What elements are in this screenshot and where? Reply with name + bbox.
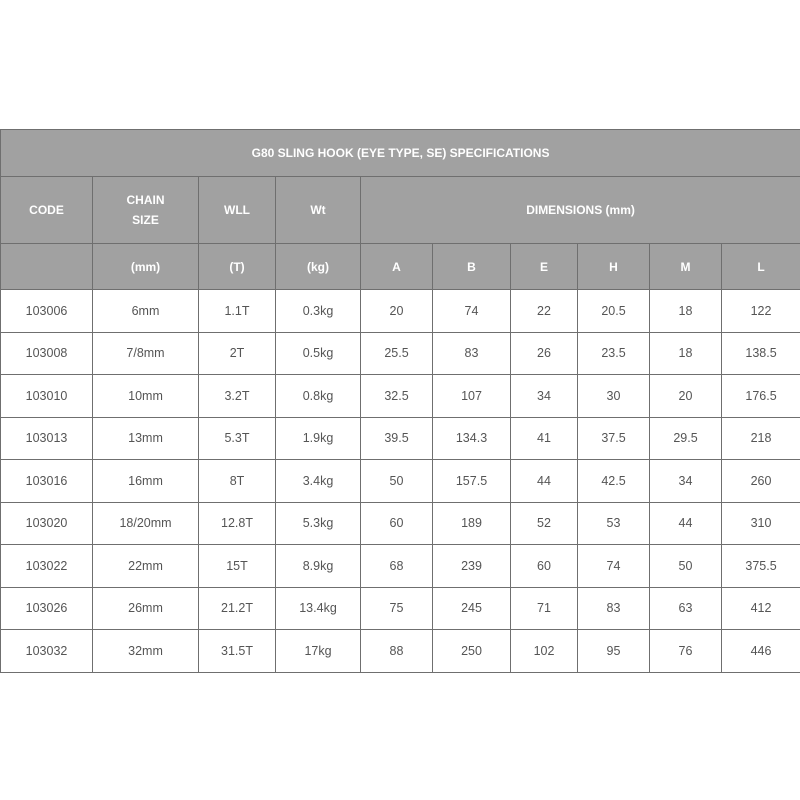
cell-e: 71	[511, 587, 578, 630]
cell-l: 375.5	[722, 545, 800, 588]
cell-h: 20.5	[578, 290, 650, 333]
cell-a: 20	[361, 290, 433, 333]
cell-b: 157.5	[433, 460, 511, 503]
cell-h: 83	[578, 587, 650, 630]
unit-code-empty	[1, 244, 93, 290]
cell-b: 239	[433, 545, 511, 588]
table-title: G80 SLING HOOK (EYE TYPE, SE) SPECIFICATIONS	[1, 130, 800, 177]
cell-wll: 1.1T	[199, 290, 276, 333]
cell-e: 26	[511, 332, 578, 375]
cell-e: 52	[511, 502, 578, 545]
header-wll: WLL	[199, 177, 276, 244]
cell-l: 310	[722, 502, 800, 545]
cell-wt: 8.9kg	[276, 545, 361, 588]
cell-a: 75	[361, 587, 433, 630]
cell-wll: 15T	[199, 545, 276, 588]
cell-chain: 18/20mm	[93, 502, 199, 545]
cell-a: 88	[361, 630, 433, 673]
cell-wt: 0.8kg	[276, 375, 361, 418]
header-chain-line2: SIZE	[132, 213, 159, 227]
cell-chain: 32mm	[93, 630, 199, 673]
cell-wt: 17kg	[276, 630, 361, 673]
cell-wll: 12.8T	[199, 502, 276, 545]
cell-wll: 5.3T	[199, 417, 276, 460]
table-row	[1, 545, 800, 588]
cell-m: 18	[650, 332, 722, 375]
cell-e: 22	[511, 290, 578, 333]
cell-e: 60	[511, 545, 578, 588]
cell-b: 245	[433, 587, 511, 630]
cell-code: 103008	[1, 332, 93, 375]
cell-a: 32.5	[361, 375, 433, 418]
cell-chain: 7/8mm	[93, 332, 199, 375]
cell-chain: 22mm	[93, 545, 199, 588]
dim-header-h: H	[578, 244, 650, 290]
cell-wt: 13.4kg	[276, 587, 361, 630]
cell-b: 189	[433, 502, 511, 545]
cell-h: 42.5	[578, 460, 650, 503]
table-row	[1, 460, 800, 503]
cell-code: 103013	[1, 417, 93, 460]
cell-h: 37.5	[578, 417, 650, 460]
header-dimensions: DIMENSIONS (mm)	[361, 177, 800, 244]
cell-m: 76	[650, 630, 722, 673]
cell-a: 50	[361, 460, 433, 503]
cell-a: 39.5	[361, 417, 433, 460]
cell-l: 176.5	[722, 375, 800, 418]
cell-m: 18	[650, 290, 722, 333]
cell-a: 60	[361, 502, 433, 545]
cell-chain: 16mm	[93, 460, 199, 503]
cell-code: 103032	[1, 630, 93, 673]
cell-a: 25.5	[361, 332, 433, 375]
table-row	[1, 630, 800, 673]
unit-wt: (kg)	[276, 244, 361, 290]
table-row	[1, 587, 800, 630]
cell-code: 103010	[1, 375, 93, 418]
cell-e: 102	[511, 630, 578, 673]
cell-e: 34	[511, 375, 578, 418]
dim-header-m: M	[650, 244, 722, 290]
cell-e: 41	[511, 417, 578, 460]
header-wt: Wt	[276, 177, 361, 244]
table-row	[1, 375, 800, 418]
cell-h: 74	[578, 545, 650, 588]
table-row	[1, 332, 800, 375]
cell-code: 103020	[1, 502, 93, 545]
cell-l: 138.5	[722, 332, 800, 375]
cell-chain: 6mm	[93, 290, 199, 333]
cell-l: 260	[722, 460, 800, 503]
cell-chain: 10mm	[93, 375, 199, 418]
cell-a: 68	[361, 545, 433, 588]
table-row	[1, 290, 800, 333]
unit-wll: (T)	[199, 244, 276, 290]
cell-l: 122	[722, 290, 800, 333]
table-row	[1, 502, 800, 545]
unit-chain: (mm)	[93, 244, 199, 290]
cell-wt: 5.3kg	[276, 502, 361, 545]
cell-b: 134.3	[433, 417, 511, 460]
cell-m: 44	[650, 502, 722, 545]
cell-b: 250	[433, 630, 511, 673]
cell-h: 23.5	[578, 332, 650, 375]
cell-e: 44	[511, 460, 578, 503]
cell-wt: 0.3kg	[276, 290, 361, 333]
cell-chain: 13mm	[93, 417, 199, 460]
cell-l: 412	[722, 587, 800, 630]
header-code: CODE	[1, 177, 93, 244]
cell-code: 103016	[1, 460, 93, 503]
cell-h: 53	[578, 502, 650, 545]
cell-b: 74	[433, 290, 511, 333]
cell-wll: 21.2T	[199, 587, 276, 630]
cell-b: 83	[433, 332, 511, 375]
cell-code: 103026	[1, 587, 93, 630]
dim-header-l: L	[722, 244, 800, 290]
header-chain-size	[93, 177, 199, 244]
dim-header-b: B	[433, 244, 511, 290]
cell-m: 29.5	[650, 417, 722, 460]
cell-m: 50	[650, 545, 722, 588]
spec-table	[0, 129, 800, 673]
cell-wll: 3.2T	[199, 375, 276, 418]
dim-header-e: E	[511, 244, 578, 290]
table-row	[1, 417, 800, 460]
cell-m: 34	[650, 460, 722, 503]
cell-code: 103006	[1, 290, 93, 333]
cell-wll: 2T	[199, 332, 276, 375]
cell-l: 446	[722, 630, 800, 673]
cell-m: 20	[650, 375, 722, 418]
cell-m: 63	[650, 587, 722, 630]
cell-h: 30	[578, 375, 650, 418]
cell-wt: 3.4kg	[276, 460, 361, 503]
cell-b: 107	[433, 375, 511, 418]
dim-header-a: A	[361, 244, 433, 290]
cell-chain: 26mm	[93, 587, 199, 630]
cell-code: 103022	[1, 545, 93, 588]
cell-h: 95	[578, 630, 650, 673]
cell-l: 218	[722, 417, 800, 460]
cell-wt: 1.9kg	[276, 417, 361, 460]
header-chain-line1: CHAIN	[126, 193, 165, 207]
cell-wt: 0.5kg	[276, 332, 361, 375]
cell-wll: 8T	[199, 460, 276, 503]
cell-wll: 31.5T	[199, 630, 276, 673]
